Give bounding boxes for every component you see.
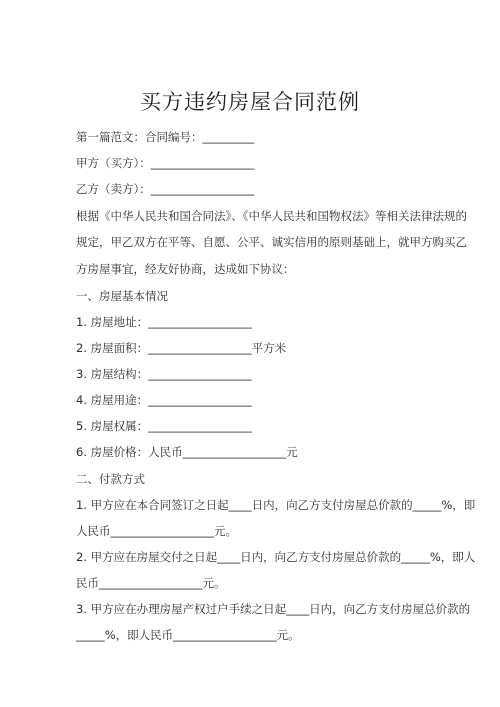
party-b-line: 乙方（卖方）：__________________: [76, 182, 255, 196]
document-title: 买方违约房屋合同范例: [140, 90, 360, 114]
payment-clause-2-line-1: 2. 甲方应在房屋交付之日起____日内，向乙方支付房屋总价款的_____%，即人: [76, 550, 476, 564]
contract-number-line: 第一篇范文：合同编号：_________: [76, 130, 255, 144]
payment-clause-1-line-1: 1. 甲方应在本合同签订之日起____日内，向乙方支付房屋总价款的_____%，即: [76, 498, 476, 512]
property-ownership-line: 5. 房屋权属：__________________: [76, 419, 252, 433]
property-structure-line: 3. 房屋结构：__________________: [76, 367, 252, 381]
section-heading-property: 一、房屋基本情况: [76, 289, 168, 303]
property-area-line: 2. 房屋面积：__________________平方米: [76, 341, 287, 355]
payment-clause-1-line-2: 人民币__________________元。: [76, 524, 237, 538]
section-heading-payment: 二、付款方式: [76, 472, 145, 486]
preamble-line-2: 规定，甲乙双方在平等、自愿、公平、诚实信用的原则基础上，就甲方购买乙: [76, 235, 467, 249]
preamble-line-1: 根据《中华人民共和国合同法》、《中华人民共和国物权法》等相关法律法规的: [76, 209, 467, 223]
party-a-line: 甲方（买方）：__________________: [76, 156, 255, 170]
preamble-line-3: 方房屋事宜，经友好协商，达成如下协议：: [76, 262, 295, 276]
payment-clause-3-line-2: _____%，即人民币__________________元。: [76, 628, 300, 642]
property-price-line: 6. 房屋价格：人民币__________________元: [76, 445, 298, 459]
property-address-line: 1. 房屋地址：__________________: [76, 315, 252, 329]
payment-clause-3-line-1: 3. 甲方应在办理房屋产权过户手续之日起____日内，向乙方支付房屋总价款的: [76, 602, 471, 616]
property-use-line: 4. 房屋用途：__________________: [76, 393, 252, 407]
payment-clause-2-line-2: 民币__________________元。: [76, 576, 226, 590]
